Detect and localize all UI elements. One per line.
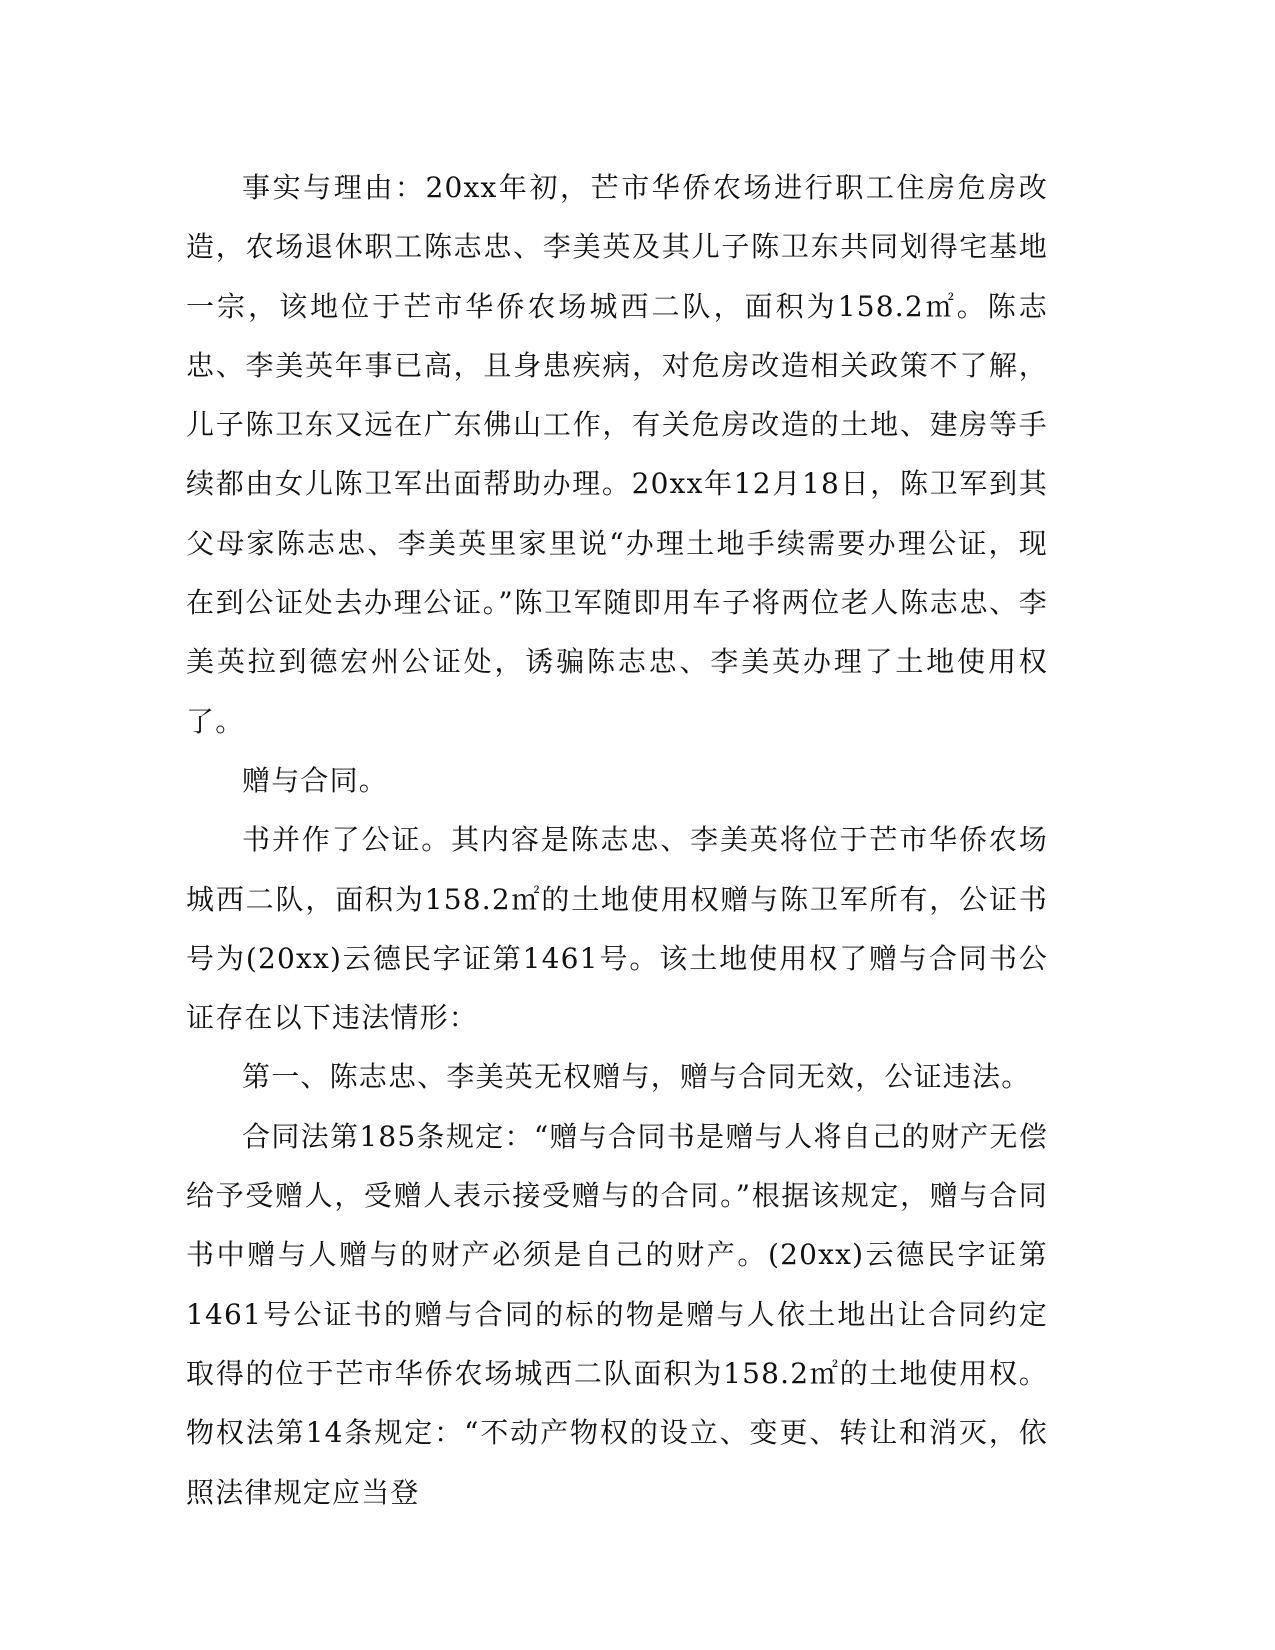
paragraph-notarization: 书并作了公证。其内容是陈志忠、李美英将位于芒市华侨农场城西二队，面积为158.2㎡的土地使用权赠与陈卫军所有，公证书号为(20xx)云德民字证第1461号。该土地使用权了赠与合同书公证存在以下违法情形： [186, 823, 1048, 1035]
paragraph-first-point: 第一、陈志忠、李美英无权赠与，赠与合同无效，公证违法。 [242, 1060, 1031, 1094]
paragraph-gift-contract: 赠与合同。 [242, 763, 389, 797]
paragraph-contract-law: 合同法第185条规定：“赠与合同书是赠与人将自己的财产无偿给予受赠人，受赠人表示接受赠与的合同。”根据该规定，赠与合同书中赠与人赠与的财产必须是自己的财产。(20xx)云德民字证第1461号公证书的赠与合同的标的物是赠与人依土地出让合同约定取得的位于芒市华侨农场城西二队面积为158.2㎡的土地使用权。物权法第14条规定：“不动产物权的设立、变更、转让和消灭，依照法律规定应当登 [186, 1119, 1048, 1509]
paragraph-facts-and-reasons: 事实与理由：20xx年初，芒市华侨农场进行职工住房危房改造，农场退休职工陈志忠、李美英及其儿子陈卫东共同划得宅基地一宗，该地位于芒市华侨农场城西二队，面积为158.2㎡。陈志忠、李美英年事已高，且身患疾病，对危房改造相关政策不了解，儿子陈卫东又远在广东佛山工作，有关危房改造的土地、建房等手续都由女儿陈卫军出面帮助办理。20xx年12月18日，陈卫军到其父母家陈志忠、李美英里家里说“办理土地手续需要办理公证，现在到公证处去办理公证。”陈卫军随即用车子将两位老人陈志忠、李美英拉到德宏州公证处，诱骗陈志忠、李美英办理了土地使用权了。 [186, 171, 1048, 738]
document-body [186, 158, 1048, 1522]
